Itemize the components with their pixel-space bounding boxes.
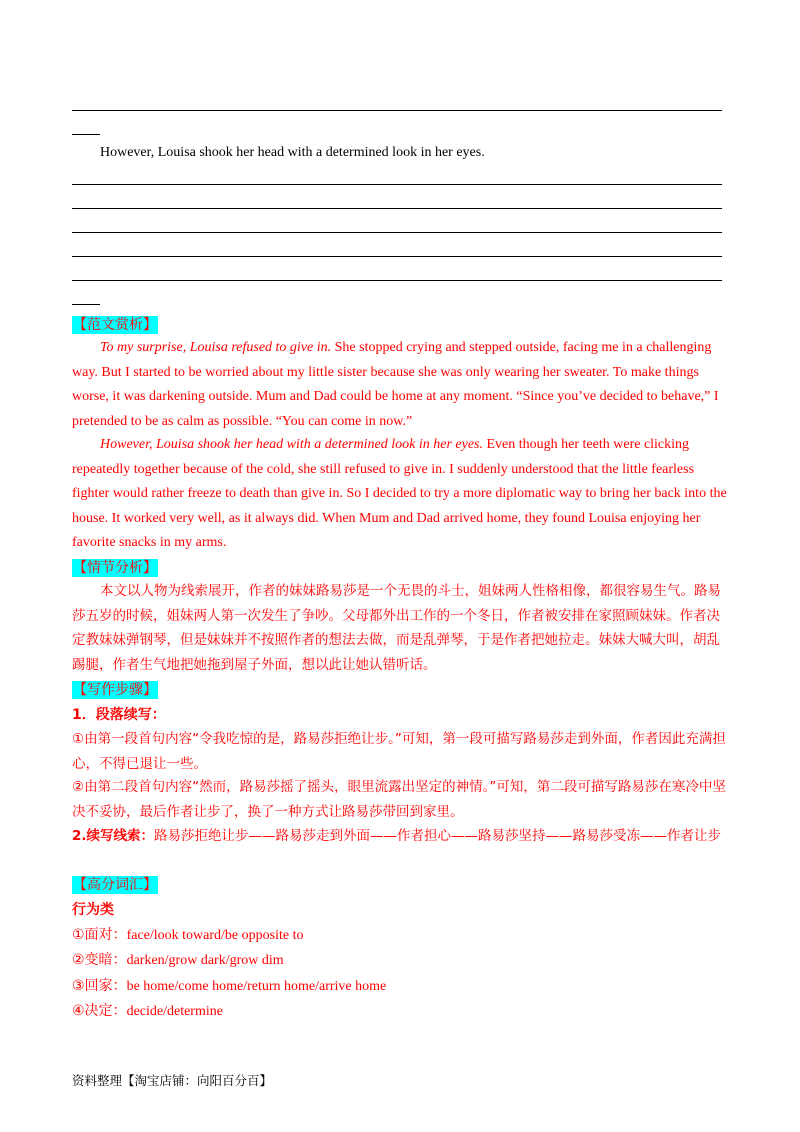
vocab-item — [72, 925, 303, 946]
sample-heading: 【范文赏析】 — [73, 317, 157, 333]
vocab-item-label: ③回家： — [72, 978, 127, 994]
sample-paragraph-2 — [72, 433, 728, 556]
step2-title: 2.续写线索： — [72, 828, 155, 844]
writing-line — [72, 232, 722, 233]
vocab-item-text: decide/determine — [126, 1004, 223, 1019]
writing-line — [72, 110, 722, 111]
vocab-item-text: face/look toward/be opposite to — [126, 928, 304, 943]
writing-line — [72, 256, 722, 257]
step1-point-b: ②由第二段首句内容“然而，路易莎摇了摇头，眼里流露出坚定的神情。”可知，第二段可描写路易莎在寒冷中坚决不妥协，最后作者让步了，换了一种方式让路易莎带回到家里。 — [72, 779, 726, 820]
vocab-item — [72, 976, 386, 997]
writing-line-stub — [72, 134, 100, 135]
writing-line — [72, 280, 722, 281]
step1-title: 1．段落续写： — [72, 707, 166, 723]
vocab-item-text: darken/grow dark/grow dim — [126, 953, 284, 968]
sample-p2-lead: However, Louisa shook her head with a determined look in her eyes. — [100, 437, 483, 452]
sample-p2-body: Even though her teeth were clicking repeatedly together because of the cold, she still refused to give in. I suddenly understood that the little fearless fighter would rather freeze to death than give in. So I decided to try a more diplomatic way to bring her back into the house. It worked very well, as it always did. When Mum and Dad arrived home, they found Louisa enjoying her favorite snacks in my arms. — [72, 437, 727, 550]
vocab-item-label: ①面对： — [72, 927, 127, 943]
writing-line-stub — [72, 304, 100, 305]
prompt-sentence: However, Louisa shook her head with a determined look in her eyes. — [100, 145, 485, 160]
vocab-category: 行为类 — [72, 902, 114, 918]
step2-text: 路易莎拒绝让步——路易莎走到外面——作者担心——路易莎坚持——路易莎受冻——作者让步 — [154, 828, 722, 844]
footer: 资料整理【淘宝店铺：向阳百分百】 — [72, 1073, 273, 1088]
sample-p1-body: She stopped crying and stepped outside, facing me in a challenging way. But I started to be worried about my little sister because she was only wearing her sweater. To make things worse, it was darkening outside. Mum and Dad could be home at any moment. “Since you’ve decided to behave,” I pretended to be as calm as possible. “You can come in now.” — [72, 340, 719, 429]
vocab-item-text: be home/come home/return home/arrive home — [126, 979, 387, 994]
step2 — [72, 824, 728, 849]
vocab-heading: 【高分词汇】 — [73, 877, 157, 893]
vocab-item-label: ②变暗： — [72, 952, 127, 968]
vocab-item — [72, 950, 284, 971]
step1-point-a: ①由第一段首句内容“令我吃惊的是，路易莎拒绝让步。”可知，第一段可描写路易莎走到外面，作者因此充满担心，不得已退让一些。 — [72, 731, 726, 772]
writing-line — [72, 184, 722, 185]
vocab-item-label: ④决定： — [72, 1003, 127, 1019]
plot-analysis — [72, 579, 728, 677]
vocab-item — [72, 1001, 223, 1022]
plot-heading: 【情节分析】 — [73, 560, 157, 576]
sample-paragraph-1 — [72, 336, 728, 434]
plot-text: 本文以人物为线索展开，作者的妹妹路易莎是一个无畏的斗士，姐妹两人性格相像，都很容易生气。路易莎五岁的时候，姐妹两人第一次发生了争吵。父母都外出工作的一个冬日，作者被安排在家照顾妹妹。作者决定教妹妹弹钢琴，但是妹妹并不按照作者的想法去做，而是乱弹琴，于是作者把她拉走。妹妹大喊大叫，胡乱踢腿，作者生气地把她拖到屋子外面，想以此让她认错听话。 — [72, 583, 721, 673]
sample-p1-lead: To my surprise, Louisa refused to give in. — [100, 340, 332, 355]
steps-heading: 【写作步骤】 — [73, 682, 157, 698]
writing-line — [72, 208, 722, 209]
